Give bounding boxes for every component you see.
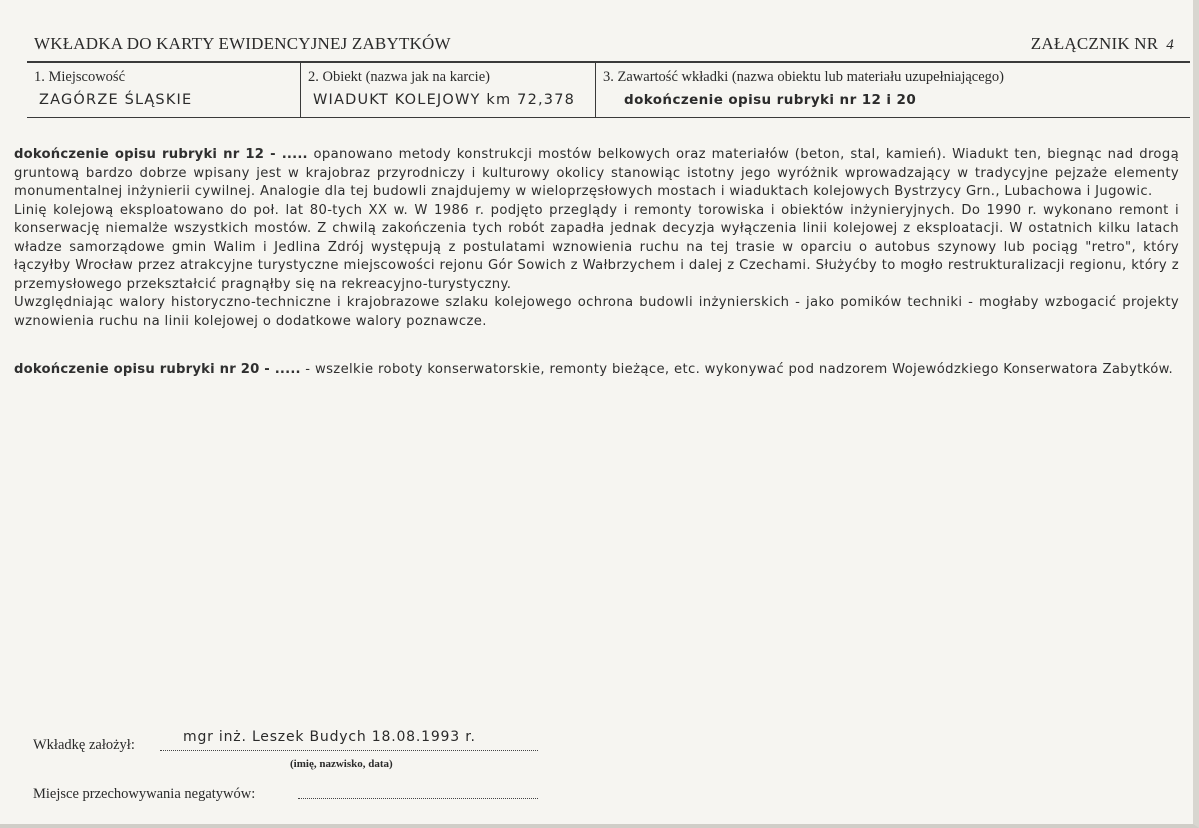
field-place [27, 63, 300, 118]
section-12-text: opanowano metody konstrukcji mostów belkowych oraz materiałów (beton, stal, kamień). Wiadukt ten, biegnąc nad drogą gruntową bardzo dobrze wpisany jest w krajobraz przyrodniczy i kulturowy okolicy stanowiąc istotny jego wyróżnik wprowadzający w tradycyjne pejzaże elementy monumentalnej inżynierii cywilnej. Analogie dla tej budowli znajdujemy w wieloprzęsłowych mostach i wiaduktach kolejowych Bystrzycy Grn., Lubachowa i Jugowic. [14, 147, 1179, 199]
fields-row [27, 63, 1190, 118]
section-20-heading: dokończenie opisu rubryki nr 20 - ..... [14, 362, 301, 377]
created-by-line [160, 749, 538, 751]
annex-label: ZAŁĄCZNIK NR [1030, 34, 1159, 53]
field-contents-value: dokończenie opisu rubryki nr 12 i 20 [624, 92, 917, 108]
created-by-value: mgr inż. Leszek Budych 18.08.1993 r. [183, 729, 476, 745]
field-place-label: 1. Miejscowość [34, 69, 126, 85]
field-object [300, 63, 595, 118]
section-20-paragraph [14, 361, 1179, 380]
section-20-text: - wszelkie roboty konserwatorskie, remonty bieżące, etc. wykonywać pod nadzorem Wojewódzkiego Konserwatora Zabytków. [305, 362, 1174, 377]
section-12-paragraph [14, 146, 1179, 202]
field-contents-label: 3. Zawartość wkładki (nazwa obiektu lub materiału uzupełniającego) [603, 69, 1005, 85]
section-12-paragraph-2: Linię kolejową eksploatowano do poł. lat 80-tych XX w. W 1986 r. podjęto przeglądy i remonty torowiska i obiektów inżynieryjnych. Do 1990 r. wykonano remont i konserwację niemalże wszystkich mostów. Z chwilą zakończenia tych robót zapadła jednak decyzja wyłączenia linii kolejowej z eksploatacji. W ostatnich kilku latach władze samorządowe gmin Walim i Jedlina Zdrój występują z postulatami wznowienia ruchu na tej trasie w oparciu o autobus szynowy lub pociąg "retro", który łączyłby Wrocław przez atrakcyjne turystyczne miejscowości rejonu Gór Sowich z Wałbrzychem i dalej z Czechami. Służyćby to mogło restrukturalizacji regionu, który z przemysłowego przekształcić pragnąłby się na rekreacyjno-turystyczny. [14, 202, 1179, 292]
field-object-label: 2. Obiekt (nazwa jak na karcie) [308, 69, 490, 85]
field-object-value: WIADUKT KOLEJOWY km 72,378 [313, 92, 576, 108]
section-12-paragraph-3: Uwzględniając walory historyczno-techniczne i krajobrazowe szlaku kolejowego ochrona budowli inżynierskich - jako pomików techniki - mogłaby wzbogacić projekty wznowienia ruchu na linii kolejowej o dodatkowe walory poznawcze. [14, 295, 1179, 329]
card-header [34, 34, 1174, 58]
created-by-label: Wkładkę założył: [33, 737, 135, 753]
created-by-caption: (imię, nazwisko, data) [290, 758, 393, 770]
card-title: WKŁADKA DO KARTY EWIDENCYJNEJ ZABYTKÓW [34, 34, 451, 53]
section-12-heading: dokończenie opisu rubryki nr 12 - ..... [14, 147, 308, 162]
negatives-location-line [298, 797, 538, 799]
field-place-value: ZAGÓRZE ŚLĄSKIE [39, 92, 193, 108]
annex-label-group [1031, 34, 1174, 54]
annex-number: 4 [1166, 37, 1174, 53]
description-body [14, 146, 1179, 380]
field-contents [595, 63, 1190, 118]
negatives-location-label: Miejsce przechowywania negatywów: [33, 786, 256, 802]
